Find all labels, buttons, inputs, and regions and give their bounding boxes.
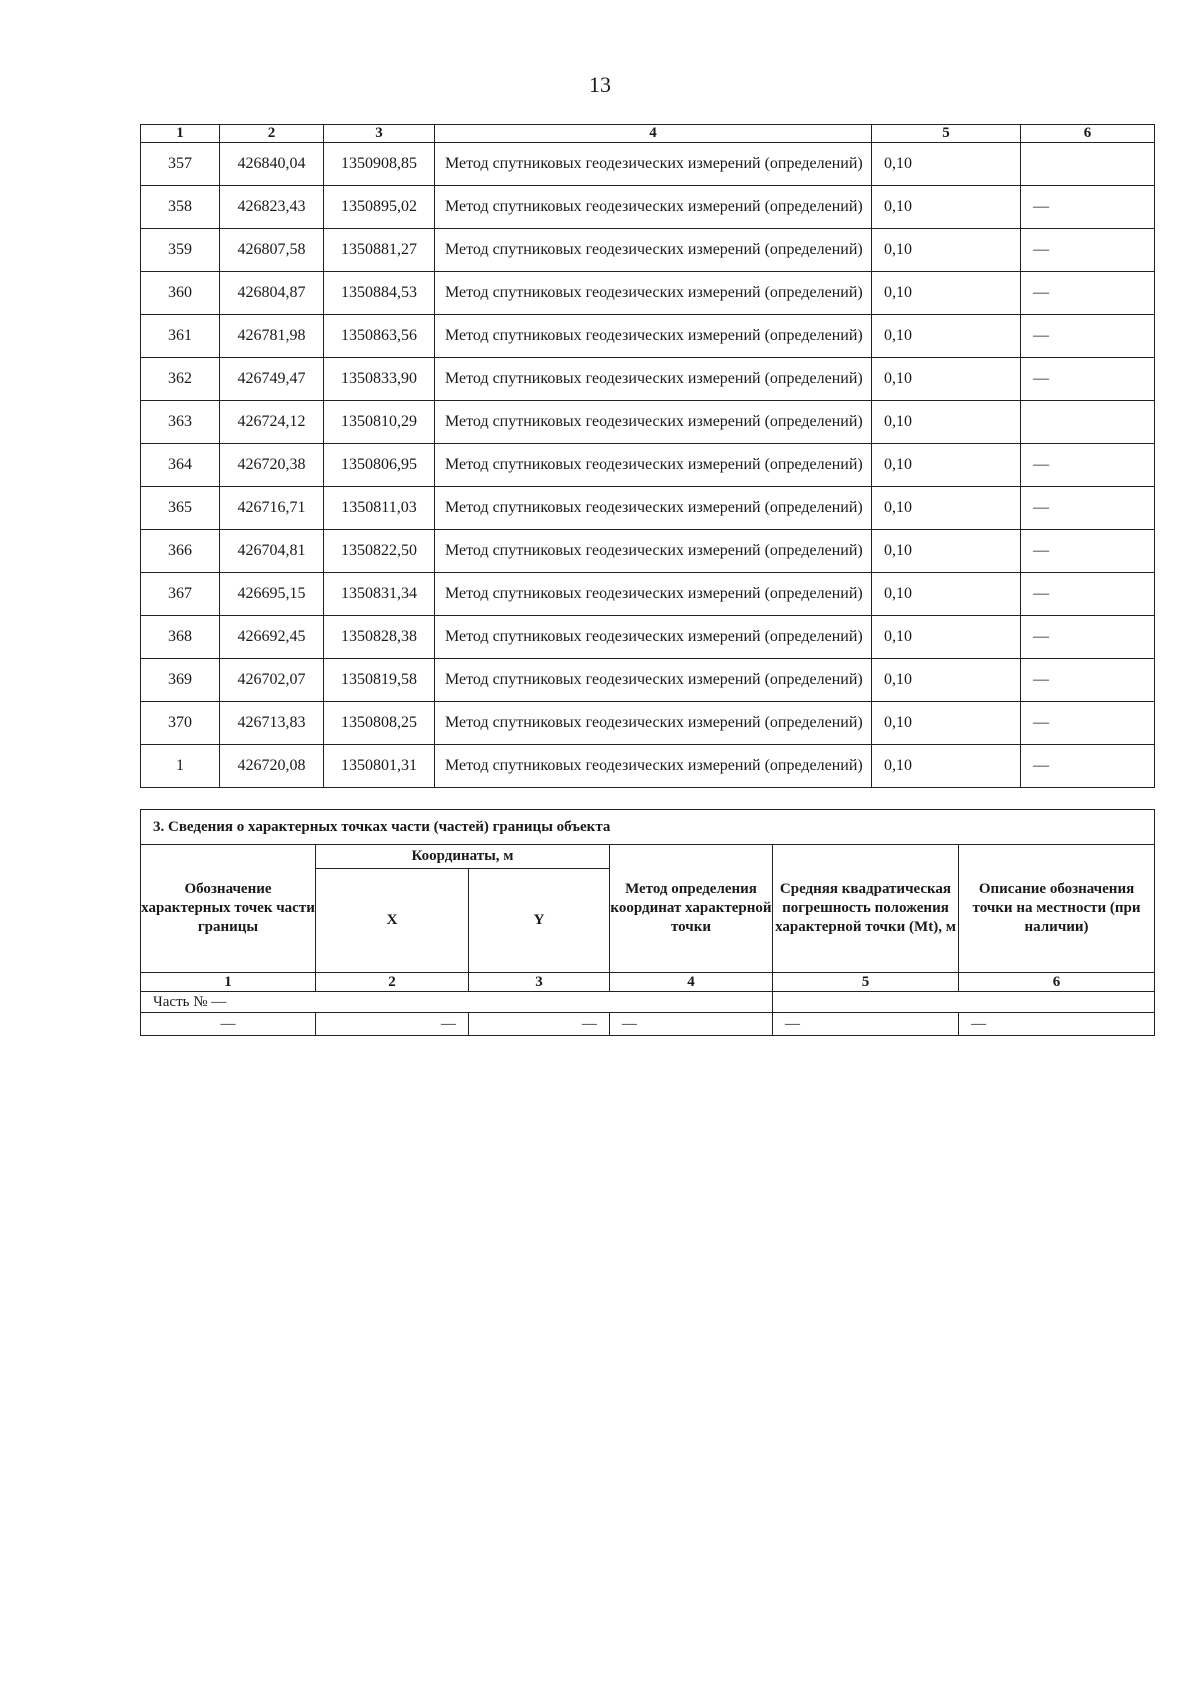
y-header: Y [469, 869, 610, 973]
dash-cell-5: — [773, 1013, 959, 1036]
header-col-6: 6 [1021, 125, 1155, 143]
description-text: — [1021, 229, 1155, 272]
accuracy-value: 0,10 [872, 358, 1021, 401]
table-row [141, 143, 1155, 186]
point-number: 1 [141, 745, 220, 788]
point-number: 363 [141, 401, 220, 444]
header-col-2: 2 [220, 125, 324, 143]
table-row [141, 272, 1155, 315]
coordinate-y: 1350881,27 [324, 229, 435, 272]
coordinate-y: 1350828,38 [324, 616, 435, 659]
method-text: Метод спутниковых геодезических измерений (определений) [435, 530, 872, 573]
accuracy-value: 0,10 [872, 186, 1021, 229]
point-number: 365 [141, 487, 220, 530]
coordinate-x: 426702,07 [220, 659, 324, 702]
point-number: 366 [141, 530, 220, 573]
section3-num-5: 5 [773, 973, 959, 992]
accuracy-value: 0,10 [872, 745, 1021, 788]
description-text: — [1021, 315, 1155, 358]
description-text: — [1021, 530, 1155, 573]
table-row [141, 745, 1155, 788]
method-text: Метод спутниковых геодезических измерений (определений) [435, 315, 872, 358]
dash-cell-4: — [610, 1013, 773, 1036]
section3-table [140, 809, 1155, 1036]
accuracy-value: 0,10 [872, 315, 1021, 358]
table-row [141, 530, 1155, 573]
coordinates-header-row [141, 125, 1155, 143]
method-text: Метод спутниковых геодезических измерений (определений) [435, 487, 872, 530]
description-text: — [1021, 358, 1155, 401]
coordinate-x: 426720,38 [220, 444, 324, 487]
accuracy-value: 0,10 [872, 272, 1021, 315]
x-header: X [316, 869, 469, 973]
accuracy-value: 0,10 [872, 143, 1021, 186]
section3-num-3: 3 [469, 973, 610, 992]
coordinate-y: 1350819,58 [324, 659, 435, 702]
table-row [141, 702, 1155, 745]
method-text: Метод спутниковых геодезических измерений (определений) [435, 229, 872, 272]
section3-num-6: 6 [959, 973, 1155, 992]
method-text: Метод спутниковых геодезических измерений (определений) [435, 358, 872, 401]
coordinate-x: 426807,58 [220, 229, 324, 272]
table-row [141, 401, 1155, 444]
dash-cell-2: — [316, 1013, 469, 1036]
table-row [141, 487, 1155, 530]
part-label: Часть № — [141, 992, 773, 1013]
accuracy-value: 0,10 [872, 487, 1021, 530]
point-number: 360 [141, 272, 220, 315]
point-number: 361 [141, 315, 220, 358]
description-text: — [1021, 186, 1155, 229]
method-text: Метод спутниковых геодезических измерений (определений) [435, 272, 872, 315]
section3-num-4: 4 [610, 973, 773, 992]
point-number: 359 [141, 229, 220, 272]
accuracy-value: 0,10 [872, 659, 1021, 702]
header-col-5: 5 [872, 125, 1021, 143]
table-row [141, 659, 1155, 702]
table-row [141, 186, 1155, 229]
section3-num-1: 1 [141, 973, 316, 992]
method-text: Метод спутниковых геодезических измерений (определений) [435, 186, 872, 229]
description-text: — [1021, 272, 1155, 315]
method-text: Метод спутниковых геодезических измерений (определений) [435, 659, 872, 702]
accuracy-header: Средняя квадратическая погрешность положения характерной точки (Mt), м [773, 845, 959, 973]
coordinate-y: 1350810,29 [324, 401, 435, 444]
table-row [141, 358, 1155, 401]
accuracy-value: 0,10 [872, 573, 1021, 616]
method-text: Метод спутниковых геодезических измерений (определений) [435, 573, 872, 616]
coordinate-y: 1350908,85 [324, 143, 435, 186]
table-row [141, 573, 1155, 616]
description-text: — [1021, 745, 1155, 788]
coordinate-x: 426704,81 [220, 530, 324, 573]
coordinate-y: 1350884,53 [324, 272, 435, 315]
accuracy-value: 0,10 [872, 229, 1021, 272]
coordinates-table [140, 124, 1155, 788]
description-text: — [1021, 659, 1155, 702]
method-text: Метод спутниковых геодезических измерений (определений) [435, 401, 872, 444]
point-number: 370 [141, 702, 220, 745]
description-text: — [1021, 487, 1155, 530]
header-col-1: 1 [141, 125, 220, 143]
point-number: 368 [141, 616, 220, 659]
accuracy-value: 0,10 [872, 616, 1021, 659]
description-text: — [1021, 573, 1155, 616]
accuracy-value: 0,10 [872, 702, 1021, 745]
coordinate-x: 426695,15 [220, 573, 324, 616]
dash-cell-6: — [959, 1013, 1155, 1036]
page-number: 13 [589, 72, 611, 97]
coordinate-x: 426720,08 [220, 745, 324, 788]
coordinate-y: 1350801,31 [324, 745, 435, 788]
point-number: 358 [141, 186, 220, 229]
accuracy-value: 0,10 [872, 530, 1021, 573]
coordinate-x: 426840,04 [220, 143, 324, 186]
table-row [141, 616, 1155, 659]
method-text: Метод спутниковых геодезических измерений (определений) [435, 444, 872, 487]
description-text [1021, 401, 1155, 444]
coordinate-y: 1350808,25 [324, 702, 435, 745]
method-text: Метод спутниковых геодезических измерений (определений) [435, 745, 872, 788]
table-row [141, 444, 1155, 487]
description-text: — [1021, 444, 1155, 487]
coordinate-x: 426804,87 [220, 272, 324, 315]
coordinate-y: 1350895,02 [324, 186, 435, 229]
table-row [141, 229, 1155, 272]
description-text: — [1021, 702, 1155, 745]
section3-num-2: 2 [316, 973, 469, 992]
coordinate-y: 1350806,95 [324, 444, 435, 487]
table-row [141, 315, 1155, 358]
dash-cell-1: — [141, 1013, 316, 1036]
method-text: Метод спутниковых геодезических измерений (определений) [435, 143, 872, 186]
accuracy-value: 0,10 [872, 401, 1021, 444]
coordinate-x: 426716,71 [220, 487, 324, 530]
description-header: Описание обозначения точки на местности (при наличии) [959, 845, 1155, 973]
coordinate-x: 426724,12 [220, 401, 324, 444]
method-header: Метод определения координат характерной точки [610, 845, 773, 973]
coordinates-header: Координаты, м [316, 845, 610, 869]
designation-header: Обозначение характерных точек части границы [141, 845, 316, 973]
coordinate-y: 1350863,56 [324, 315, 435, 358]
coordinate-y: 1350833,90 [324, 358, 435, 401]
coordinate-x: 426823,43 [220, 186, 324, 229]
method-text: Метод спутниковых геодезических измерений (определений) [435, 616, 872, 659]
header-col-4: 4 [435, 125, 872, 143]
coordinate-x: 426749,47 [220, 358, 324, 401]
point-number: 369 [141, 659, 220, 702]
coordinate-x: 426692,45 [220, 616, 324, 659]
accuracy-value: 0,10 [872, 444, 1021, 487]
coordinate-x: 426781,98 [220, 315, 324, 358]
point-number: 357 [141, 143, 220, 186]
point-number: 364 [141, 444, 220, 487]
coordinate-x: 426713,83 [220, 702, 324, 745]
point-number: 362 [141, 358, 220, 401]
section3-dash-row [141, 1013, 1155, 1036]
part-label-empty [773, 992, 1155, 1013]
section3-title: 3. Сведения о характерных точках части (частей) границы объекта [141, 810, 1155, 845]
point-number: 367 [141, 573, 220, 616]
description-text [1021, 143, 1155, 186]
section3-number-row [141, 973, 1155, 992]
coordinate-y: 1350831,34 [324, 573, 435, 616]
header-col-3: 3 [324, 125, 435, 143]
coordinate-y: 1350811,03 [324, 487, 435, 530]
description-text: — [1021, 616, 1155, 659]
dash-cell-3: — [469, 1013, 610, 1036]
method-text: Метод спутниковых геодезических измерений (определений) [435, 702, 872, 745]
coordinate-y: 1350822,50 [324, 530, 435, 573]
coordinates-body [141, 143, 1155, 788]
